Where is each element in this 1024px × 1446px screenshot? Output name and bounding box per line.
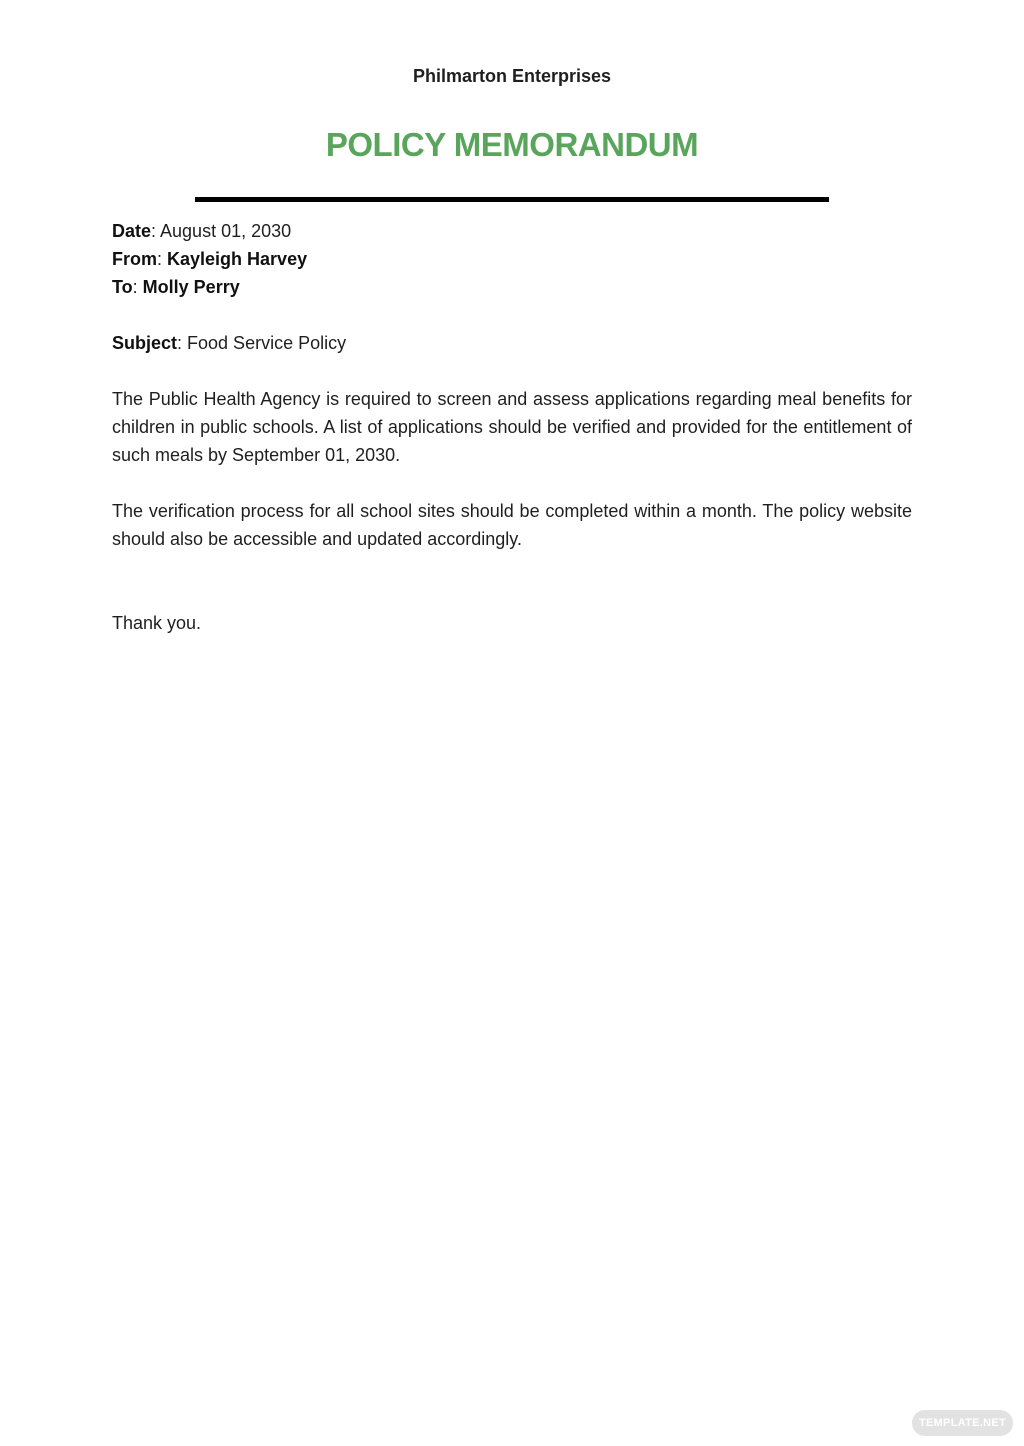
from-label: From: [112, 249, 157, 269]
to-line: [112, 273, 912, 301]
company-name: Philmarton Enterprises: [412, 66, 612, 86]
document-title: POLICY MEMORANDUM: [325, 126, 699, 163]
to-label: To: [112, 277, 133, 297]
subject-label: Subject: [112, 333, 178, 353]
date-value: August 01, 2030: [160, 221, 292, 241]
from-separator: :: [157, 249, 168, 269]
from-value: Kayleigh Harvey: [167, 249, 308, 269]
spacer: [112, 301, 912, 329]
body-paragraph-1: The Public Health Agency is required to screen and assess applications regarding meal benefits for children in public schools. A list of applications should be verified and provided for the entitlement of such meals by September 01, 2030.: [112, 389, 912, 465]
spacer: [112, 553, 912, 609]
subject-value: Food Service Policy: [187, 333, 347, 353]
watermark-badge: TEMPLATE.NET: [912, 1410, 1013, 1436]
date-line: [112, 217, 912, 245]
body-paragraph-2: The verification process for all school sites should be completed within a month. The policy website should also be accessible and updated accordingly.: [112, 501, 912, 549]
spacer: [112, 357, 912, 385]
to-value: Molly Perry: [142, 277, 240, 297]
title-divider: [195, 197, 829, 202]
from-line: [112, 245, 912, 273]
to-separator: :: [132, 277, 143, 297]
date-separator: :: [151, 221, 161, 241]
memo-content: [112, 217, 912, 637]
date-label: Date: [112, 221, 152, 241]
spacer: [112, 469, 912, 497]
subject-line: [112, 329, 912, 357]
subject-separator: :: [177, 333, 188, 353]
closing-line: Thank you.: [112, 613, 202, 633]
